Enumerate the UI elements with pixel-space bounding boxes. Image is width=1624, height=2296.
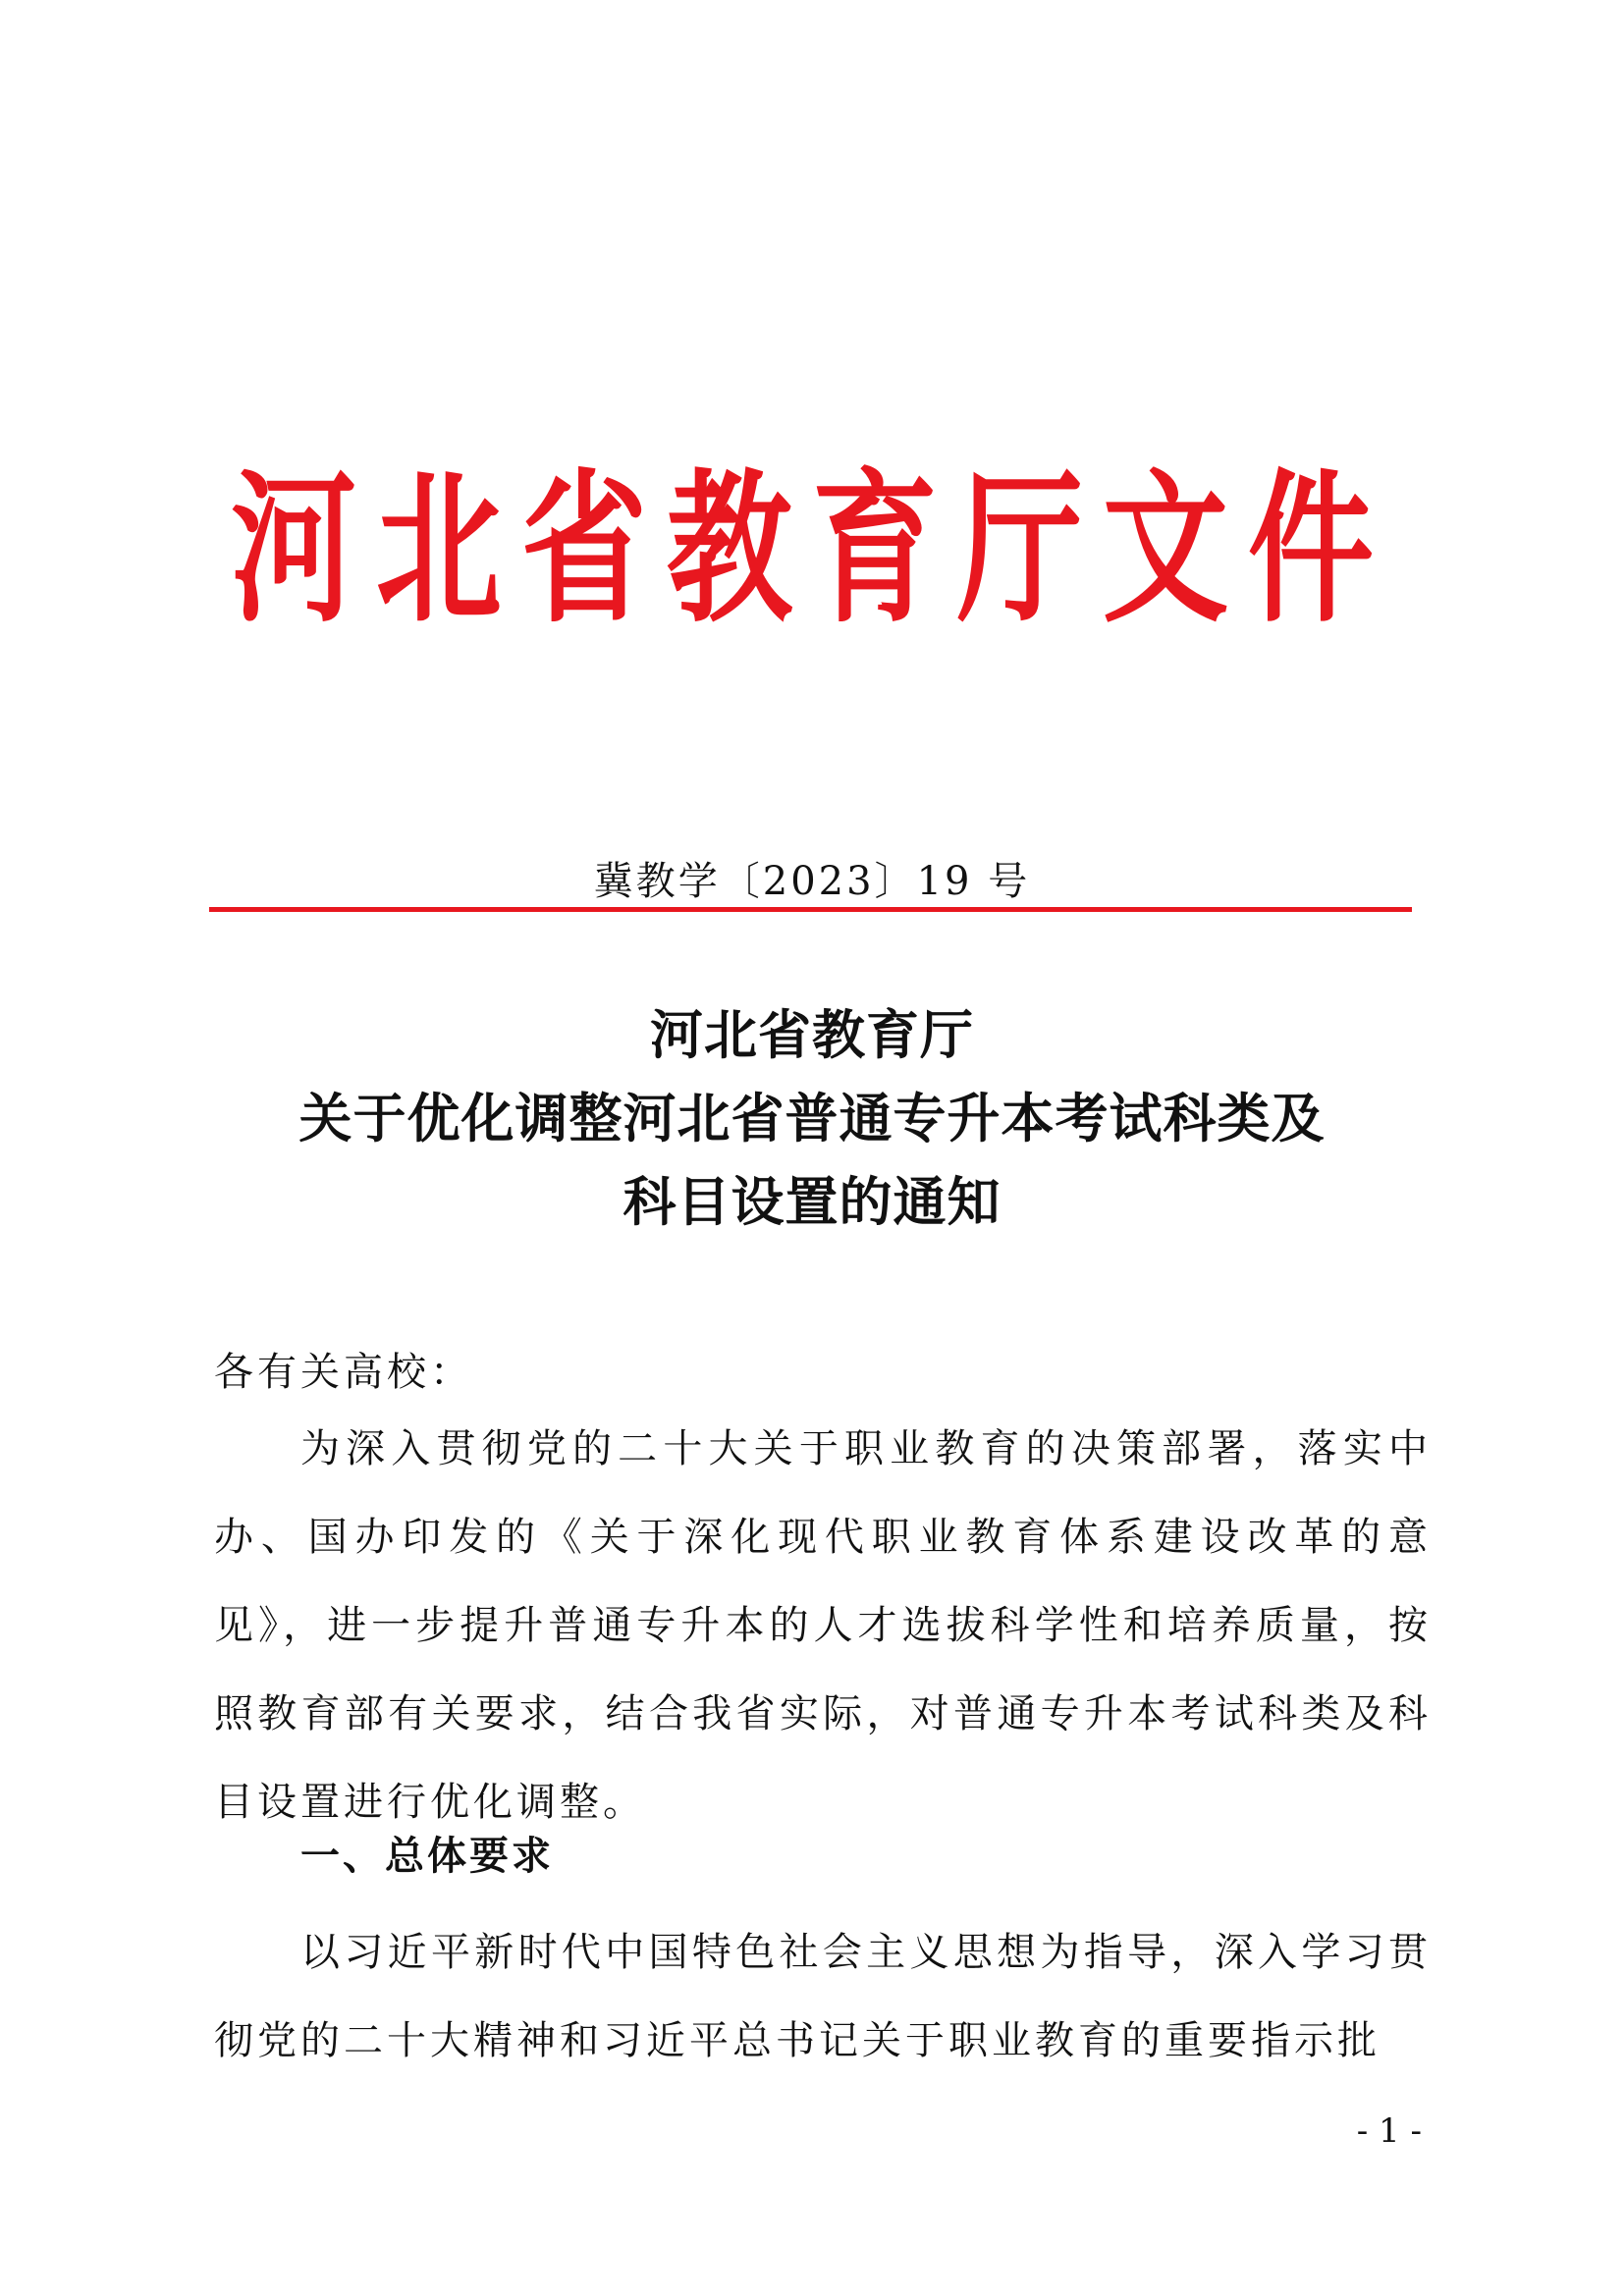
paragraph-intro: 为深入贯彻党的二十大关于职业教育的决策部署，落实中办、国办印发的《关于深化现代职业教育体系建设改革的意见》，进一步提升普通专升本的人才选拔科学性和培养质量，按照教育部有关要求，结合我省实际，对普通专升本考试科类及科目设置进行优化调整。	[214, 1426, 1432, 1825]
title-line-2: 关于优化调整河北省普通专升本考试科类及	[298, 1088, 1326, 1149]
title-line-3: 科目设置的通知	[623, 1171, 1001, 1233]
document-title	[0, 993, 1624, 1244]
paragraph-guiding-ideology: 以习近平新时代中国特色社会主义思想为指导，深入学习贯彻党的二十大精神和习近平总书记关于职业教育的重要指示批	[214, 1930, 1432, 2063]
red-separator-line	[209, 907, 1412, 912]
letterhead-title: 河北省教育厅文件	[230, 454, 1393, 646]
section-heading-general-requirements: 一、总体要求	[300, 1834, 554, 1879]
page-number: - 1 -	[1356, 2111, 1422, 2151]
title-line-1: 河北省教育厅	[650, 1004, 974, 1066]
document-number: 冀教学〔2023〕19 号	[593, 859, 1031, 904]
salutation: 各有关高校：	[214, 1350, 473, 1395]
